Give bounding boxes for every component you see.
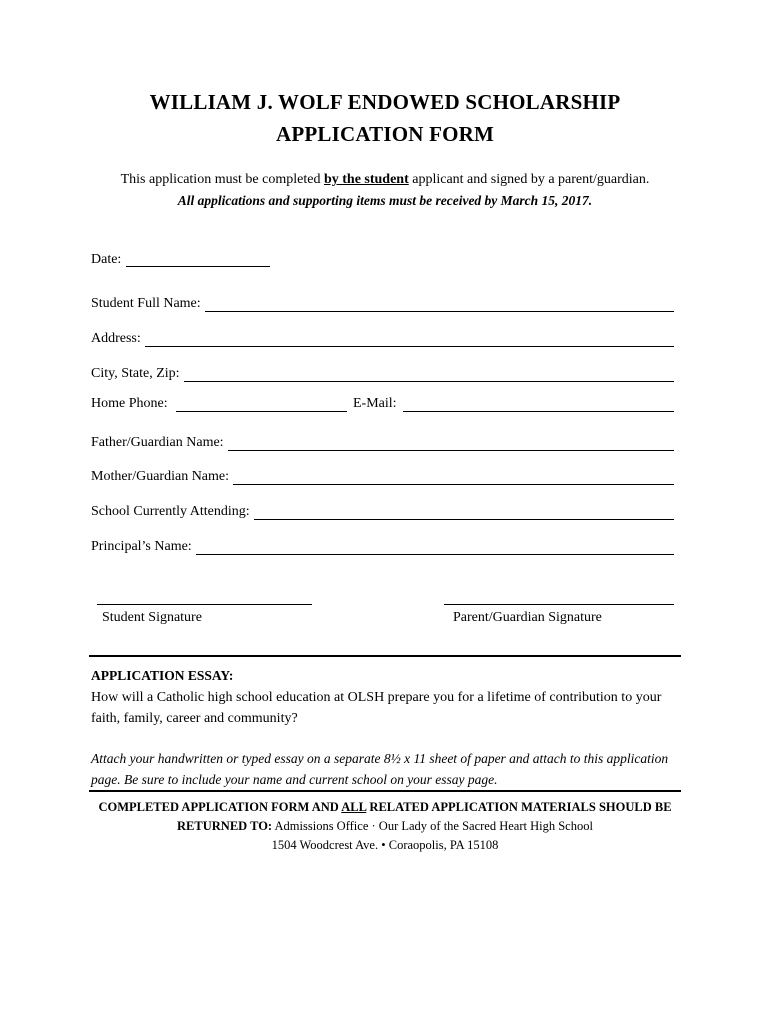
school-row — [91, 500, 674, 520]
mother-guardian-label: Mother/Guardian Name: — [91, 469, 230, 484]
date-field[interactable] — [126, 266, 270, 267]
intro-emphasis: by the student — [323, 172, 409, 187]
home-phone-label: Home Phone: — [91, 396, 168, 411]
student-signature-field[interactable] — [97, 604, 312, 605]
return-text-post: RELATED APPLICATION MATERIALS SHOULD BE — [366, 800, 672, 814]
intro-text-post: applicant and signed by a parent/guardian. — [408, 172, 650, 187]
address-label: Address: — [91, 331, 141, 346]
return-emphasis: ALL — [341, 800, 367, 814]
email-field[interactable] — [403, 411, 674, 412]
return-address-line1 — [0, 819, 770, 834]
essay-heading: APPLICATION ESSAY: — [91, 668, 234, 683]
city-state-zip-label: City, State, Zip: — [91, 366, 180, 381]
return-instructions — [0, 800, 770, 815]
address-field[interactable] — [145, 332, 674, 347]
parent-signature-field[interactable] — [444, 604, 674, 605]
father-guardian-field[interactable] — [228, 436, 674, 451]
form-title-line1: WILLIAM J. WOLF ENDOWED SCHOLARSHIP — [149, 90, 621, 114]
form-title-line2: APPLICATION FORM — [275, 122, 495, 146]
returned-to-label: RETURNED TO: — [177, 819, 273, 833]
date-label: Date: — [91, 252, 122, 267]
parent-signature-label: Parent/Guardian Signature — [453, 610, 602, 625]
section-divider-top — [89, 655, 681, 657]
home-phone-field[interactable] — [176, 411, 347, 412]
student-name-label: Student Full Name: — [91, 296, 201, 311]
section-divider-bottom — [89, 790, 681, 792]
return-office: Admissions Office · Our Lady of the Sacred Heart High School — [272, 819, 593, 833]
intro-instructions — [0, 172, 770, 188]
essay-question: How will a Catholic high school education at OLSH prepare you for a lifetime of contribution to your faith, family, career and community? — [91, 690, 662, 726]
mother-guardian-field[interactable] — [233, 470, 674, 485]
principal-row — [91, 535, 674, 555]
student-signature-label: Student Signature — [102, 610, 202, 625]
father-guardian-row — [91, 431, 674, 451]
father-guardian-label: Father/Guardian Name: — [91, 435, 224, 450]
principal-label: Principal’s Name: — [91, 539, 192, 554]
school-label: School Currently Attending: — [91, 504, 250, 519]
city-state-zip-row — [91, 362, 674, 382]
deadline-notice: All applications and supporting items must be received by March 15, 2017. — [177, 193, 593, 208]
email-label: E-Mail: — [353, 396, 397, 411]
student-name-field[interactable] — [205, 297, 674, 312]
return-text-pre: COMPLETED APPLICATION FORM AND — [98, 800, 342, 814]
school-field[interactable] — [254, 505, 674, 520]
intro-text-pre: This application must be completed — [120, 172, 324, 187]
student-name-row — [91, 292, 674, 312]
essay-instructions: Attach your handwritten or typed essay on a separate 8½ x 11 sheet of paper and attach to this application page. Be sure to include your name and current school on your essay page. — [91, 751, 669, 787]
mother-guardian-row — [91, 465, 674, 485]
principal-field[interactable] — [196, 540, 674, 555]
city-state-zip-field[interactable] — [184, 367, 674, 382]
address-row — [91, 327, 674, 347]
return-address-line2: 1504 Woodcrest Ave. • Coraopolis, PA 15108 — [271, 838, 499, 852]
